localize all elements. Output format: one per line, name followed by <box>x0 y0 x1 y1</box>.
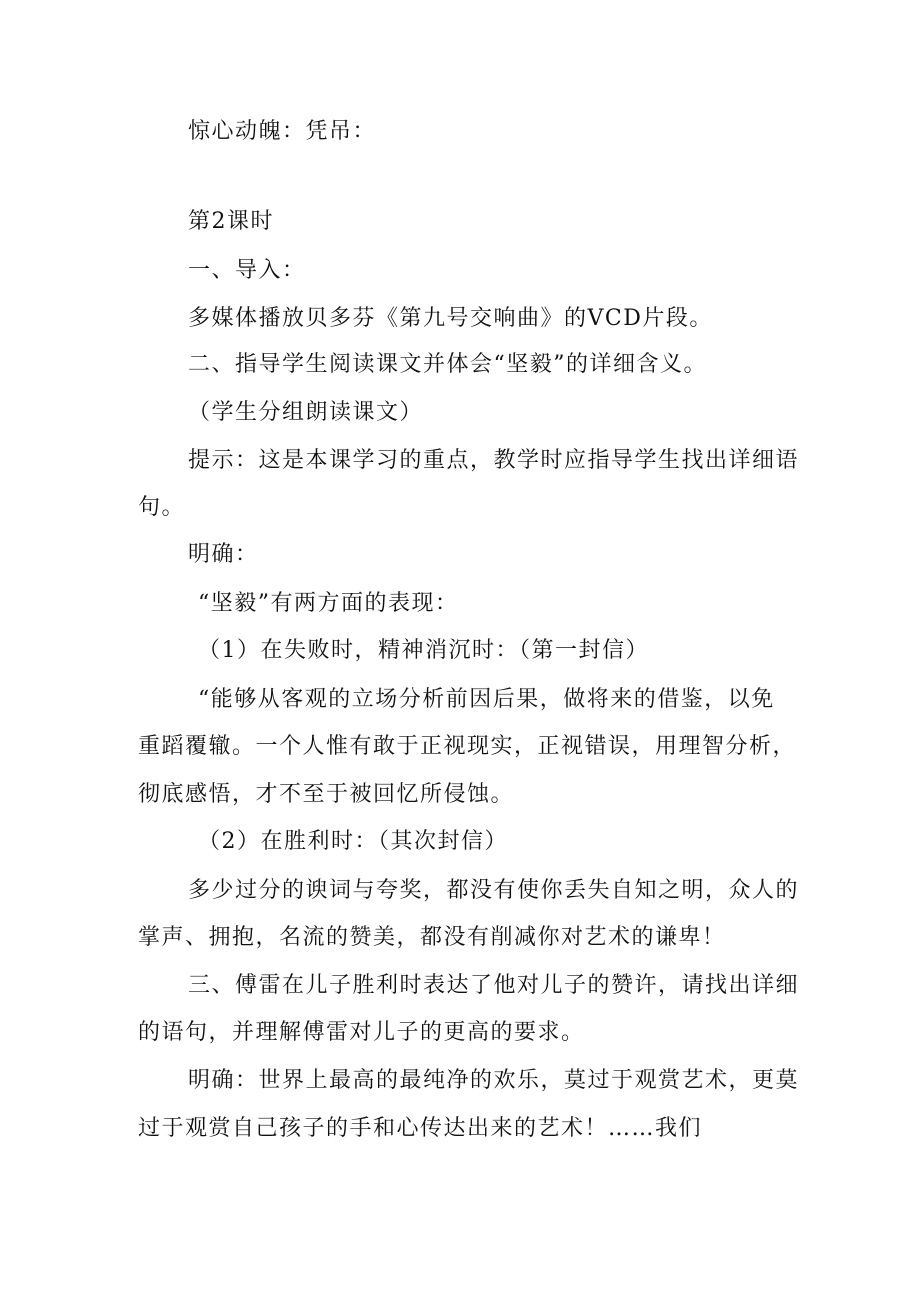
text-line: 多少过分的谀词与夸奖，都没有使你丢失自知之明，众人的 <box>188 878 800 903</box>
section-heading: 一、导入： <box>188 258 306 283</box>
section-heading: 第2课时 <box>188 209 274 234</box>
text-line: （2）在胜利时：（其次封信） <box>198 829 508 854</box>
text-line: 句。 <box>138 495 186 520</box>
text-line: 提示：这是本课学习的重点，教学时应指导学生找出详细语 <box>188 448 800 473</box>
text-line: 彻底感悟，才不至于被回忆所侵蚀。 <box>138 782 515 807</box>
text-line: “坚毅”有两方面的表现： <box>198 591 459 616</box>
text-line: 掌声、拥抱，名流的赞美，都没有削减你对艺术的谦卑！ <box>138 925 726 950</box>
text-line: 的语句，并理解傅雷对儿子的更高的要求。 <box>138 1020 585 1045</box>
text-line: 多媒体播放贝多芬《第九号交响曲》的VCD片段。 <box>188 306 713 331</box>
text-line: 重蹈覆辙。一个人惟有敢于正视现实，正视错误，用理智分析， <box>138 734 797 759</box>
text-line: 过于观赏自己孩子的手和心传达出来的艺术！……我们 <box>138 1116 703 1141</box>
text-line: 明确：世界上最高的最纯净的欢乐，莫过于观赏艺术，更莫 <box>188 1068 800 1093</box>
section-heading: 二、指导学生阅读课文并体会“坚毅”的详细含义。 <box>188 352 707 377</box>
text-line: 惊心动魄：凭吊： <box>188 119 377 144</box>
text-line: “能够从客观的立场分析前因后果，做将来的借鉴，以免 <box>198 687 775 712</box>
text-line: （1）在失败时，精神消沉时：（第一封信） <box>198 638 649 663</box>
text-line: （学生分组朗读课文） <box>188 400 424 425</box>
text-line: 明确： <box>188 542 259 567</box>
section-heading: 三、傅雷在儿子胜利时表达了他对儿子的赞许，请找出详细 <box>188 973 800 998</box>
